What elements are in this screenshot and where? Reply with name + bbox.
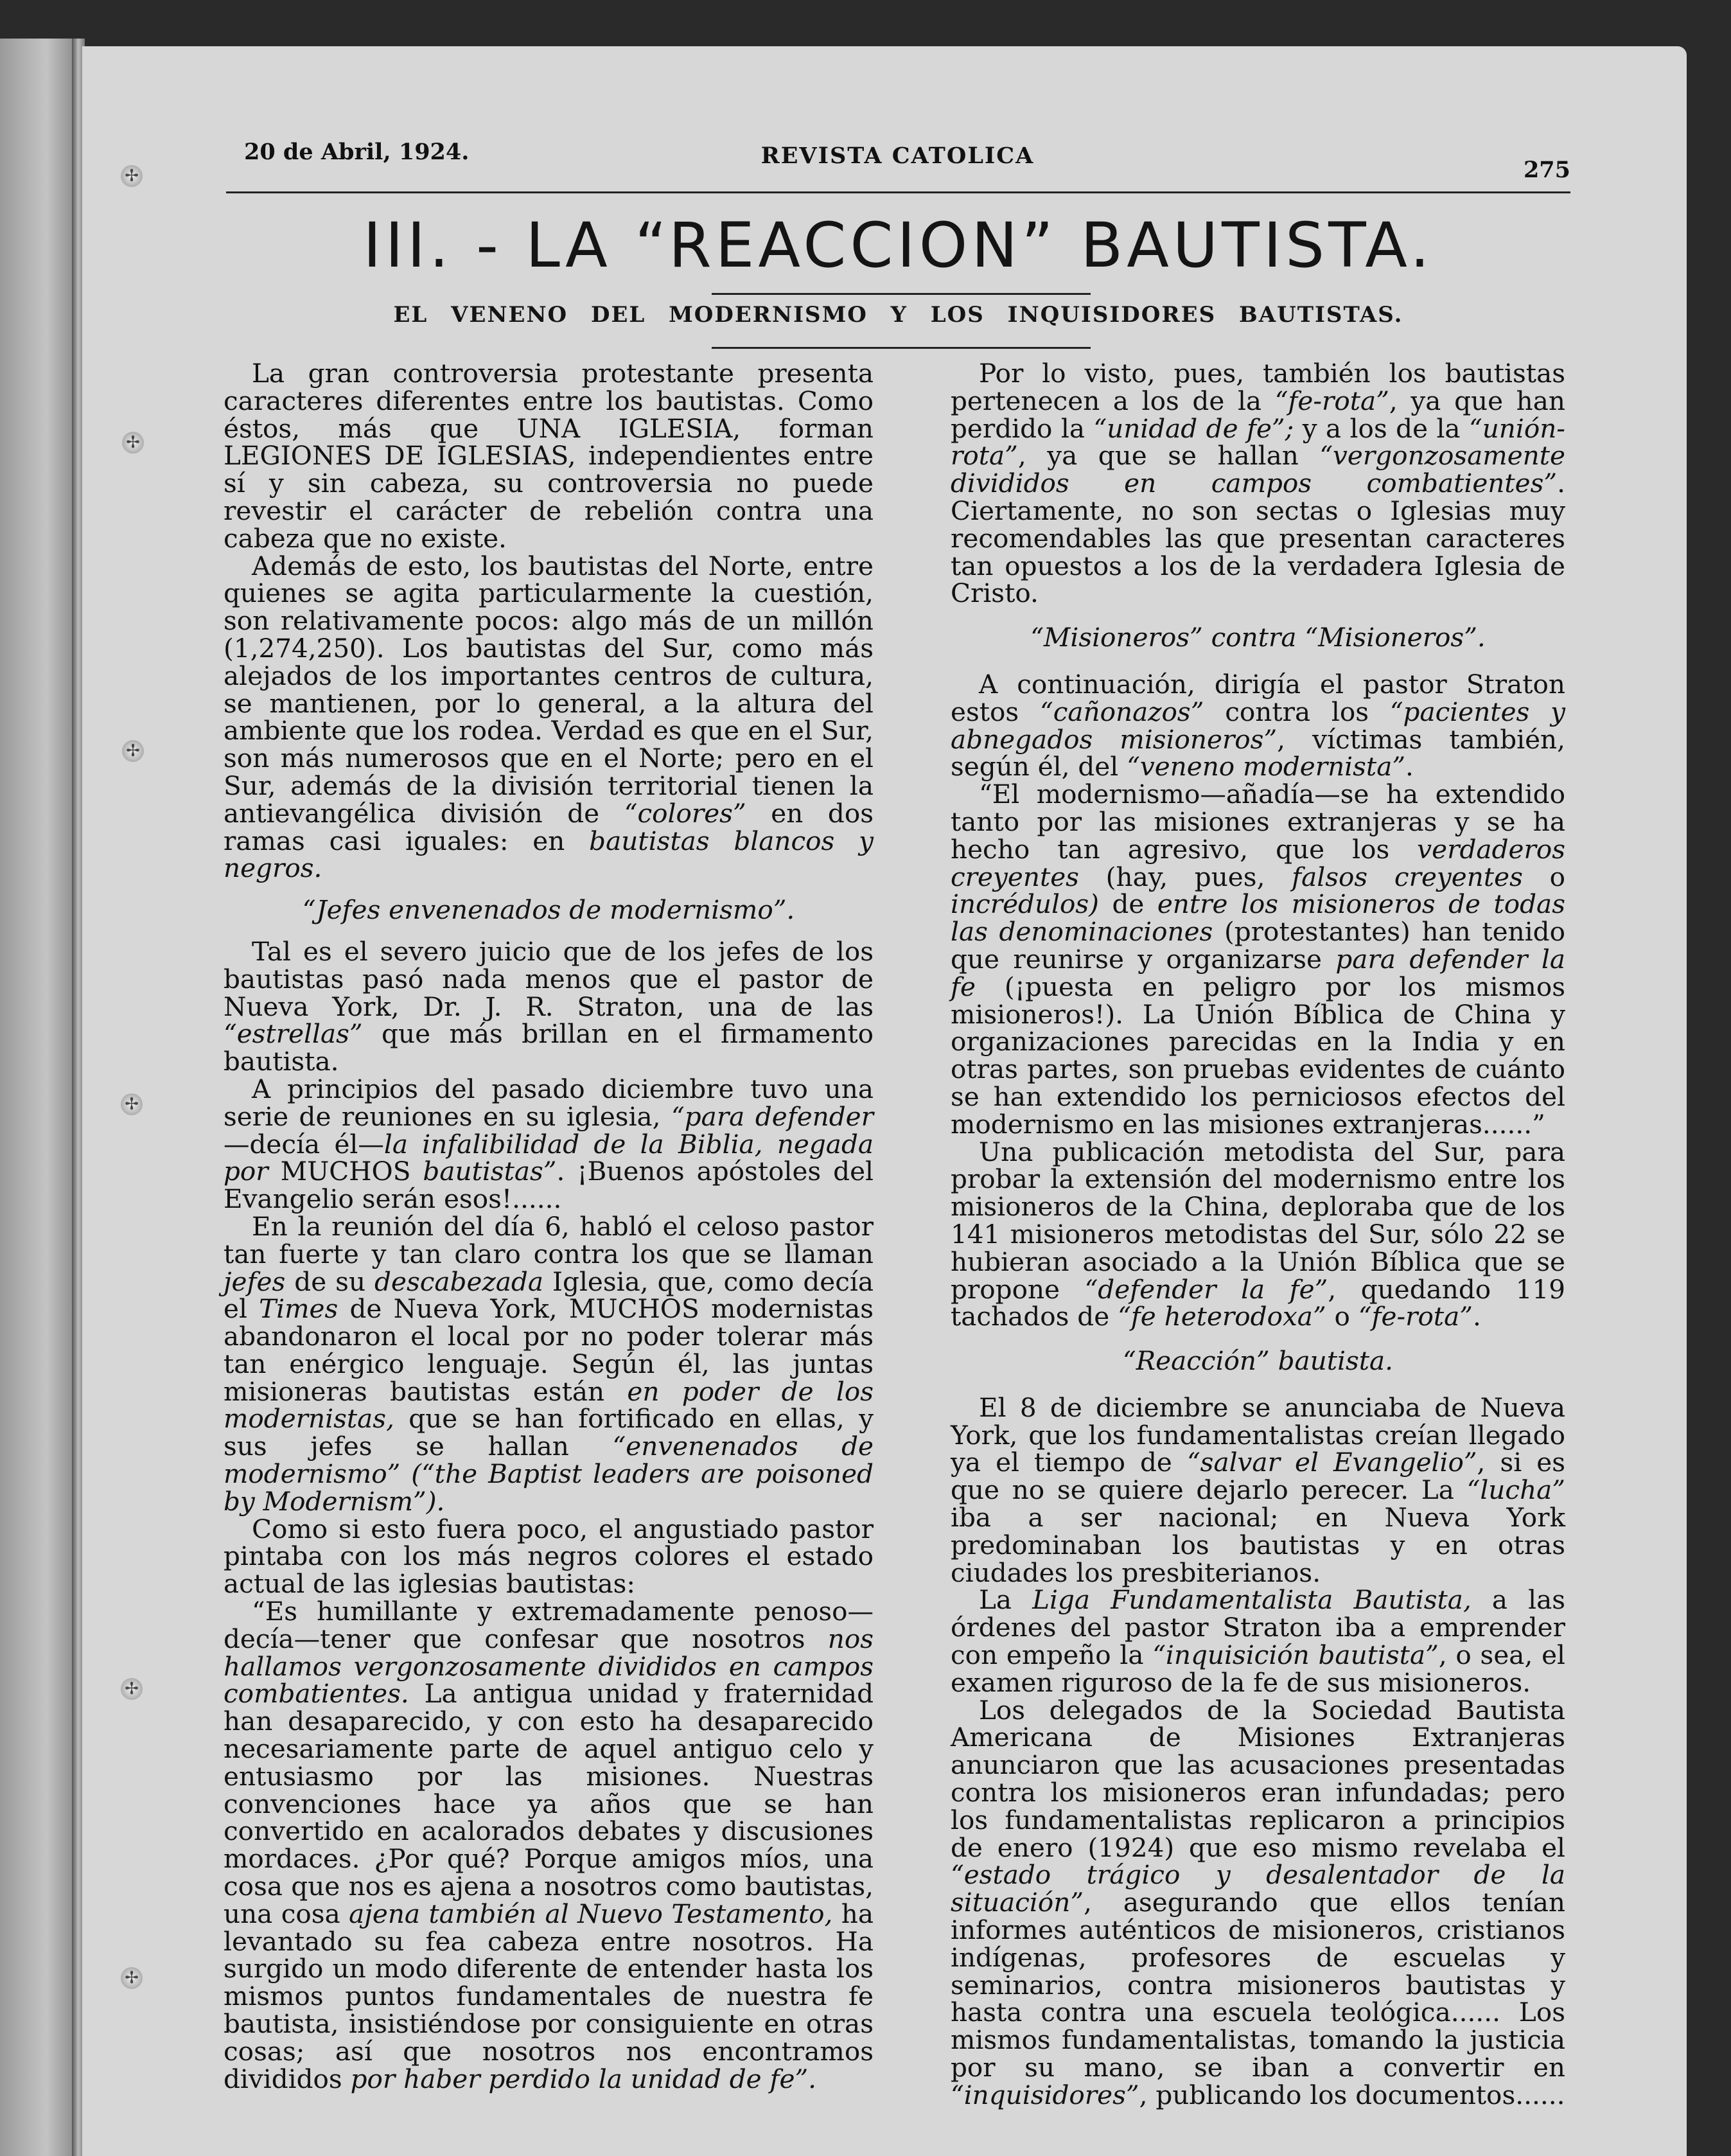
binding-hole-icon: ✢ bbox=[121, 1678, 143, 1700]
header-rule bbox=[226, 191, 1570, 193]
section-heading: “Misioneros” contra “Misioneros”. bbox=[1030, 622, 1486, 653]
paragraph: A principios del pasado diciembre tuvo una serie de reuniones en su iglesia, “para defender —decía él—la infalibilidad de la Biblia, negada por MUCHOS bautistas”. ¡Buenos apóstoles del Evangelio serán esos!...... bbox=[224, 1073, 874, 1215]
running-header bbox=[225, 139, 1570, 183]
paragraph: Además de esto, los bautistas del Norte, entre quienes se agita particularmente la cuestión, son relativamente pocos: algo más de un millón (1,274,250). Los bautistas del Sur, como más alejados de los importantes centros de cultura, se mantienen, por lo general, a la altura del ambiente que los rodea. Verdad es que en el Sur, son más numerosos que en el Norte; pero en el Sur, además de la división territorial tienen la antievangélica división de “colores” en dos ramas casi iguales: en bautistas blancos y negros. bbox=[224, 550, 874, 884]
paragraph: La Liga Fundamentalista Bautista, a las órdenes del pastor Straton iba a emprender con empeño la “inquisición bautista”, o sea, el examen riguroso de la fe de sus misioneros. bbox=[951, 1584, 1566, 1698]
left-column bbox=[224, 360, 874, 2092]
paragraph: En la reunión del día 6, habló el celoso pastor tan fuerte y tan claro contra los que se llaman jefes de su descabezada Iglesia, que, como decía el Times de Nueva York, MUCHOS modernistas abandonaron el local por no poder tolerar más tan enérgico lenguaje. Según él, las juntas misioneras bautistas están en poder de los modernistas, que se han fortificado en ellas, y sus jefes se hallan “envenenados de modernismo” (“the Baptist leaders are poisoned by Modernism”). bbox=[224, 1210, 874, 1517]
article-title: III. - LA “REACCION” BAUTISTA. bbox=[363, 209, 1434, 281]
paragraph: La gran controversia protestante presenta caracteres diferentes entre los bautistas. Como éstos, más que UNA IGLESIA, forman LEGIONES DE IGLESIAS, independientes entre sí y sin cabeza, su controversia no puede revestir el carácter de rebelión contra una cabeza que no existe. bbox=[224, 358, 874, 554]
binding-hole-icon: ✢ bbox=[122, 432, 144, 454]
previous-page-edge bbox=[0, 39, 77, 2156]
binding-hole-icon: ✢ bbox=[121, 1093, 143, 1115]
paragraph: Como si esto fuera poco, el angustiado pastor pintaba con los más negros colores el estado actual de las iglesias bautistas: bbox=[224, 1513, 874, 1600]
binding-hole-icon: ✢ bbox=[122, 740, 144, 762]
paragraph: Tal es el severo juicio que de los jefes de los bautistas pasó nada menos que el pastor de Nueva York, Dr. J. R. Straton, una de las “estrellas” que más brillan en el firmamento bautista. bbox=[224, 935, 874, 1077]
issue-date: 20 de Abril, 1924. bbox=[244, 139, 470, 165]
journal-name: REVISTA CATOLICA bbox=[760, 143, 1035, 169]
page-number: 275 bbox=[1523, 157, 1570, 183]
title-rule bbox=[712, 293, 1091, 295]
article-subtitle: EL VENENO DEL MODERNISMO Y LOS INQUISIDORES BAUTISTAS. bbox=[393, 302, 1403, 328]
subtitle-rule bbox=[712, 347, 1091, 349]
paragraph: El 8 de diciembre se anunciaba de Nueva York, que los fundamentalistas creían llegado ya el tiempo de “salvar el Evangelio”, si es que no se quiere dejarlo perecer. La “lucha” iba a ser nacional; en Nueva York predominaban los bautistas y en otras ciudades los presbiterianos. bbox=[951, 1392, 1565, 1588]
paragraph: Los delegados de la Sociedad Bautista Americana de Misiones Extranjeras anunciaron que las acusaciones presentadas contra los misioneros eran infundadas; pero los fundamentalistas replicaron a principios de enero (1924) que eso mismo revelaba el “estado trágico y desalentador de la situación”, asegurando que ellos tenían informes auténticos de misioneros, cristianos indígenas, profesores de escuelas y seminarios, contra misioneros bautistas y hasta contra una escuela teológica...... Los mismos fundamentalistas, tomando la justicia por su mano, se iban a convertir en “inquisidores”, publicando los documentos...... bbox=[951, 1694, 1565, 2110]
section-heading: “Reacción” bautista. bbox=[1122, 1345, 1394, 1377]
paragraph: Por lo visto, pues, también los bautistas pertenecen a los de la “fe-rota”, ya que han perdido la “unidad de fe”; y a los de la “unión-rota”, ya que se hallan “vergonzosamente divididos en campos combatientes”. Ciertamente, no son sectas o Iglesias muy recomendables las que presentan caracteres tan opuestos a los de la verdadera Iglesia de Cristo. bbox=[951, 358, 1565, 609]
paragraph: A continuación, dirigía el pastor Straton estos “cañonazos” contra los “pacientes y abnegados misioneros”, víctimas también, según él, del “veneno modernista”. bbox=[951, 668, 1565, 782]
right-column bbox=[951, 360, 1565, 2109]
paragraph: Una publicación metodista del Sur, para probar la extensión del modernismo entre los misioneros de la China, deploraba que de los 141 misioneros metodistas del Sur, sólo 22 se hubieran asociado a la Unión Bíblica que se propone “defender la fe”, quedando 119 tachados de “fe heterodoxa” o “fe-rota”. bbox=[951, 1136, 1566, 1332]
binding-hole-icon: ✢ bbox=[121, 1967, 143, 1989]
section-heading: “Jefes envenenados de modernismo”. bbox=[302, 894, 795, 926]
paragraph: “Es humillante y extremadamente penoso—decía—tener que confesar que nosotros nos hallamos vergonzosamente divididos en campos combatientes. La antigua unidad y fraternidad han desaparecido, y con esto ha desaparecido necesariamente parte de aquel antiguo celo y entusiasmo por las misiones. Nuestras convenciones hace ya años que se han convertido en acalorados debates y discusiones mordaces. ¿Por qué? Porque amigos míos, una cosa que nos es ajena a nosotros como bautistas, una cosa ajena también al Nuevo Testamento, ha levantado su fea cabeza entre nosotros. Ha surgido un modo diferente de entender hasta los mismos puntos fundamentales de nuestra fe bautista, insistiéndose por consiguiente en otras cosas; así que nosotros nos encontramos divididos por haber perdido la unidad de fe”. bbox=[224, 1596, 874, 2094]
binding-hole-icon: ✢ bbox=[121, 165, 143, 187]
paragraph: “El modernismo—añadía—se ha extendido tanto por las misiones extranjeras y se ha hecho tan agresivo, que los verdaderos creyentes (hay, pues, falsos creyentes o incrédulos) de entre los misioneros de todas las denominaciones (protestantes) han tenido que reunirse y organizarse para defender la fe (¡puesta en peligro por los mismos misioneros!). La Unión Bíblica de China y organizaciones parecidas en la India y en otras partes, son pruebas evidentes de cuánto se han extendido los perniciosos efectos del modernismo en las misiones extranjeras......” bbox=[951, 779, 1565, 1140]
